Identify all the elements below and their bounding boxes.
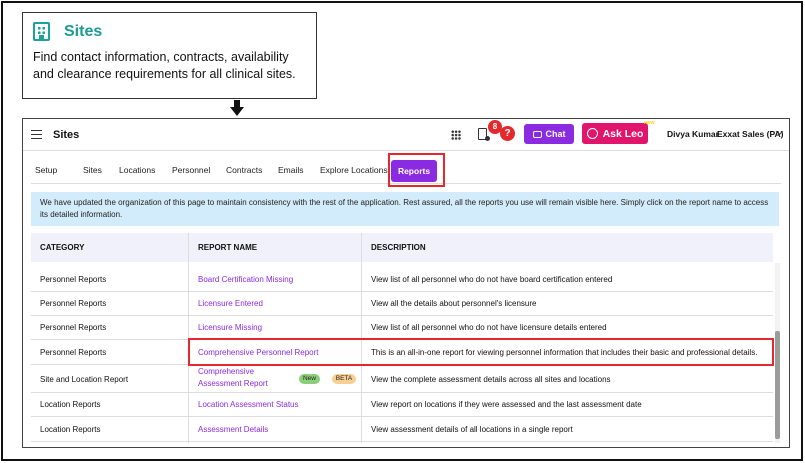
info-banner: We have updated the organization of this page to maintain consistency with the rest of the application. Rest assured, all the reports you use will remain visible here. Simply click on the report name to access its detailed information. [31,192,779,226]
report-link[interactable]: Comprehensive Personnel Report [198,348,319,357]
tab-emails[interactable]: Emails [278,165,304,175]
comprehensive-report-highlight [188,338,774,366]
row-category: Location Reports [40,425,101,434]
sites-app-window [22,118,790,448]
tab-explore-locations[interactable]: Explore Locations [320,165,388,175]
notification-badge: 8 [488,120,502,134]
new-badge: New [299,374,320,384]
ask-leo-label: Ask Leo [602,127,644,140]
sites-callout [22,12,317,99]
row-description: This is an all-in-one report for viewing personnel information that includes their basic and professional details. [371,348,758,357]
chat-button[interactable] [524,124,574,144]
table-row [31,418,773,442]
row-category: Site and Location Report [40,375,129,384]
header-category[interactable]: CATEGORY [40,243,85,252]
header-report-name[interactable]: REPORT NAME [198,243,258,252]
tab-bar [31,159,781,184]
top-bar [23,119,789,151]
row-description: View assessment details of all locations in a single report [371,425,573,434]
chat-icon [533,131,542,138]
user-role[interactable]: Exxat Sales (PA) [717,129,784,139]
row-category: Location Reports [40,400,101,409]
apps-grid-icon[interactable] [451,130,461,140]
reports-tab-highlight [388,153,445,187]
tab-sites[interactable]: Sites [83,165,102,175]
beta-badge: BETA [332,374,356,384]
report-link[interactable]: Comprehensive [198,367,255,376]
report-link[interactable]: Assessment Details [198,425,269,434]
building-icon [33,22,50,41]
row-description: View report on locations if they were assessed and the last assessment date [371,400,642,409]
tab-contracts[interactable]: Contracts [226,165,263,175]
leo-icon [587,128,598,139]
row-category: Personnel Reports [40,299,107,308]
tab-reports[interactable]: Reports [391,160,437,182]
page-title: Sites [53,128,80,141]
report-link[interactable]: Board Certification Missing [198,275,294,284]
new-tag: NEW [644,120,655,125]
row-category: Personnel Reports [40,275,107,284]
header-description[interactable]: DESCRIPTION [371,243,426,252]
table-row [31,293,773,316]
tab-personnel[interactable]: Personnel [172,165,211,175]
row-category: Personnel Reports [40,323,107,332]
row-description: View list of all personnel who do not have licensure details entered [371,323,607,332]
report-link-line2[interactable]: Assessment Report [198,379,268,388]
callout-title: Sites [64,22,103,40]
table-row [31,366,773,393]
menu-icon[interactable] [31,130,42,139]
report-link[interactable]: Licensure Entered [198,299,263,308]
row-category: Personnel Reports [40,348,107,357]
ask-leo-button[interactable] [582,123,648,144]
chat-label: Chat [545,129,566,139]
report-link[interactable]: Licensure Missing [198,323,263,332]
callout-description: Find contact information, contracts, availability and clearance requirements for all clinical sites. [33,50,296,81]
document-status-dot [485,136,490,141]
row-description: View all the details about personnel's licensure [371,299,537,308]
table-row [31,317,773,340]
tab-setup[interactable]: Setup [35,165,58,175]
row-description: View the complete assessment details across all sites and locations [371,375,611,384]
table-row [31,394,773,417]
user-name[interactable]: Divya Kumar [667,129,719,139]
down-arrow-icon [230,100,244,116]
scrollbar-thumb[interactable] [775,331,780,439]
help-icon[interactable]: ? [500,126,515,141]
row-description: View list of all personnel who do not have board certification entered [371,275,613,284]
table-row [31,269,773,292]
report-link[interactable]: Location Assessment Status [198,400,299,409]
table-header [31,233,773,262]
tab-locations[interactable]: Locations [119,165,156,175]
